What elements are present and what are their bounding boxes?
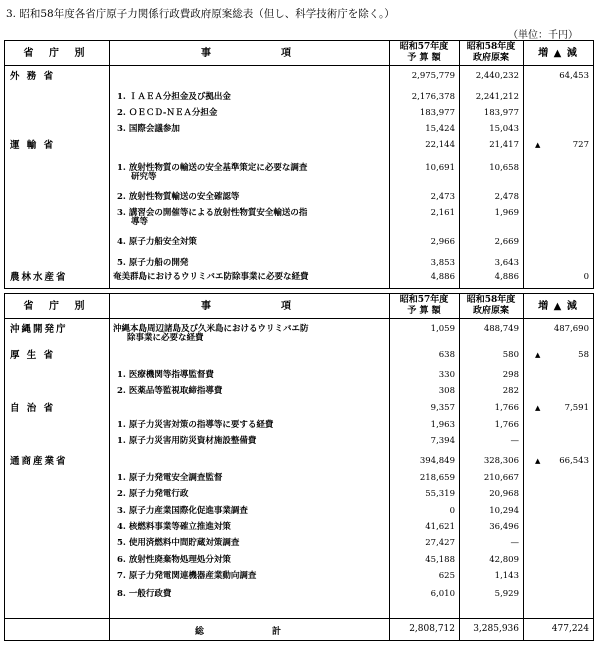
fy57-amount: 6,010 xyxy=(430,589,455,599)
fy58-amount: 3,643 xyxy=(494,258,519,268)
header-agency: 省 庁 別 xyxy=(23,47,91,59)
fy58-amount: 2,241,212 xyxy=(475,92,519,102)
decrease-mark: ▲ xyxy=(535,141,541,149)
budget-table-2 xyxy=(4,293,594,641)
header-change: 増 ▲ 減 xyxy=(538,47,578,59)
item-label: 5. 原子力船の開発 xyxy=(117,258,189,268)
fy57-amount: 7,394 xyxy=(430,436,455,446)
item-label: 2. ＯＥＣＤ-ＮＥＡ分担金 xyxy=(117,108,218,118)
fy57-amount: 10,691 xyxy=(425,163,455,173)
fy58-amount: 1,969 xyxy=(494,208,519,218)
item-label: 6. 放射性廃棄物処理処分対策 xyxy=(117,555,231,565)
change-amount: 7,591 xyxy=(564,403,589,413)
change-amount: 727 xyxy=(572,140,589,150)
fy58-amount: — xyxy=(510,538,519,548)
grand-total-label: 総 計 xyxy=(195,627,284,637)
fy57-amount: 9,357 xyxy=(430,403,455,413)
grand-total-fy58: 3,285,936 xyxy=(473,624,519,634)
item-label: 2. 原子力発電行政 xyxy=(117,489,189,499)
header-fy58: 昭和58年度 政府原案 xyxy=(466,42,516,63)
item-label: 1. 放射性物質の輸送の安全基準策定に必要な調査 xyxy=(117,163,308,173)
fy57-amount: 55,319 xyxy=(425,489,455,499)
item-label: 2. 医薬品等監視取締指導費 xyxy=(117,386,223,396)
item-label: 3. 講習会の開催等による放射性物質安全輸送の指 xyxy=(117,208,308,218)
item-label: 1. 原子力発電安全調査監督 xyxy=(117,473,223,483)
fy57-amount: 1,963 xyxy=(430,420,455,430)
fy57-amount: 308 xyxy=(438,386,455,396)
fy57-amount: 3,853 xyxy=(430,258,455,268)
fy57-amount: 2,161 xyxy=(430,208,455,218)
fy58-amount: 328,306 xyxy=(483,456,519,466)
item-label: 4. 原子力船安全対策 xyxy=(117,237,197,247)
change-amount: 58 xyxy=(578,350,589,360)
change-amount: 66,543 xyxy=(559,456,589,466)
header-fy57: 昭和57年度 予 算 額 xyxy=(399,42,449,63)
item-label: 沖縄本島周辺諸島及び久米島におけるウリミバエ防 xyxy=(113,324,309,334)
fy58-amount: 1,143 xyxy=(494,571,519,581)
fy57-amount: 45,188 xyxy=(425,555,455,565)
agency-name: 厚 生 省 xyxy=(10,350,56,361)
item-label-continued: 導等 xyxy=(131,217,149,227)
grand-total-row xyxy=(5,618,593,641)
fy57-amount: 638 xyxy=(438,350,455,360)
item-label: 8. 一般行政費 xyxy=(117,589,172,599)
item-label: 1. 原子力災害用防災資材施設整備費 xyxy=(117,436,257,446)
fy58-amount: 36,496 xyxy=(489,522,519,532)
agency-name: 農林水産省 xyxy=(10,272,68,283)
fy57-amount: 1,059 xyxy=(430,324,455,334)
item-label-continued: 研究等 xyxy=(131,172,157,182)
agency-name: 通商産業省 xyxy=(10,456,68,467)
fy58-amount: 488,749 xyxy=(483,324,519,334)
grand-total-fy57: 2,808,712 xyxy=(409,624,455,634)
fy58-amount: 2,478 xyxy=(494,192,519,202)
item-label: 3. 原子力産業国際化促進事業調査 xyxy=(117,506,248,516)
fy57-amount: 2,975,779 xyxy=(411,71,455,81)
fy57-amount: 625 xyxy=(438,571,455,581)
header-fy58: 昭和58年度 政府原案 xyxy=(466,295,516,316)
fy57-amount: 2,473 xyxy=(430,192,455,202)
item-label: 2. 放射性物質輸送の安全確認等 xyxy=(117,192,240,202)
change-amount: 64,453 xyxy=(559,71,589,81)
fy58-amount: 21,417 xyxy=(489,140,519,150)
budget-table-1 xyxy=(4,40,594,289)
fy58-amount: 1,766 xyxy=(494,420,519,430)
fy58-amount: 15,043 xyxy=(489,124,519,134)
fy57-amount: 41,621 xyxy=(425,522,455,532)
fy58-amount: 580 xyxy=(502,350,519,360)
fy58-amount: 4,886 xyxy=(494,272,519,282)
fy57-amount: 330 xyxy=(438,370,455,380)
unit-label: （単位：千円） xyxy=(508,30,578,41)
decrease-mark: ▲ xyxy=(535,457,541,465)
fy58-amount: 2,669 xyxy=(494,237,519,247)
header-item: 事 項 xyxy=(201,300,297,312)
header-item: 事 項 xyxy=(201,47,297,59)
item-label: 4. 核燃料事業等確立推進対策 xyxy=(117,522,231,532)
fy58-amount: 10,294 xyxy=(489,506,519,516)
header-agency: 省 庁 別 xyxy=(23,300,91,312)
agency-name: 外 務 省 xyxy=(10,71,56,82)
fy57-amount: 218,659 xyxy=(419,473,455,483)
fy58-amount: 20,968 xyxy=(489,489,519,499)
header-fy57: 昭和57年度 予 算 額 xyxy=(399,295,449,316)
fy57-amount: 15,424 xyxy=(425,124,455,134)
fy58-amount: 2,440,232 xyxy=(475,71,519,81)
fy57-amount: 0 xyxy=(449,506,455,516)
fy58-amount: 210,667 xyxy=(483,473,519,483)
fy57-amount: 394,849 xyxy=(419,456,455,466)
item-label: 5. 使用済燃料中間貯蔵対策調査 xyxy=(117,538,240,548)
fy58-amount: 5,929 xyxy=(494,589,519,599)
agency-name: 運 輸 省 xyxy=(10,140,56,151)
item-label: 3. 国際会議参加 xyxy=(117,124,180,134)
decrease-mark: ▲ xyxy=(535,404,541,412)
fy57-amount: 2,966 xyxy=(430,237,455,247)
item-label: 奄美群島におけるウリミバエ防除事業に必要な経費 xyxy=(113,272,309,282)
change-amount: 0 xyxy=(583,272,589,282)
fy58-amount: 1,766 xyxy=(494,403,519,413)
change-amount: 487,690 xyxy=(553,324,589,334)
document-title: 3. 昭和58年度各省庁原子力関係行政費政府原案総表（但し、科学技術庁を除く。） xyxy=(6,8,395,20)
fy57-amount: 183,977 xyxy=(419,108,455,118)
item-label: 7. 原子力発電関連機器産業動向調査 xyxy=(117,571,257,581)
fy57-amount: 4,886 xyxy=(430,272,455,282)
fy57-amount: 2,176,378 xyxy=(411,92,455,102)
table-header xyxy=(5,41,593,66)
fy58-amount: — xyxy=(510,436,519,446)
fy58-amount: 298 xyxy=(502,370,519,380)
fy57-amount: 22,144 xyxy=(425,140,455,150)
fy58-amount: 183,977 xyxy=(483,108,519,118)
fy58-amount: 10,658 xyxy=(489,163,519,173)
header-change: 増 ▲ 減 xyxy=(538,300,578,312)
fy57-amount: 27,427 xyxy=(425,538,455,548)
decrease-mark: ▲ xyxy=(535,351,541,359)
fy58-amount: 282 xyxy=(502,386,519,396)
agency-name: 自 治 省 xyxy=(10,403,56,414)
fy58-amount: 42,809 xyxy=(489,555,519,565)
agency-name: 沖縄開発庁 xyxy=(10,324,68,335)
item-label-continued: 除事業に必要な経費 xyxy=(127,333,204,343)
item-label: 1. 医療機関等指導監督費 xyxy=(117,370,214,380)
table-header xyxy=(5,294,593,319)
grand-total-change: 477,224 xyxy=(551,624,589,634)
item-label: 1. 原子力災害対策の指導等に要する経費 xyxy=(117,420,274,430)
item-label: 1. ＩＡＥＡ分担金及び拠出金 xyxy=(117,92,231,102)
